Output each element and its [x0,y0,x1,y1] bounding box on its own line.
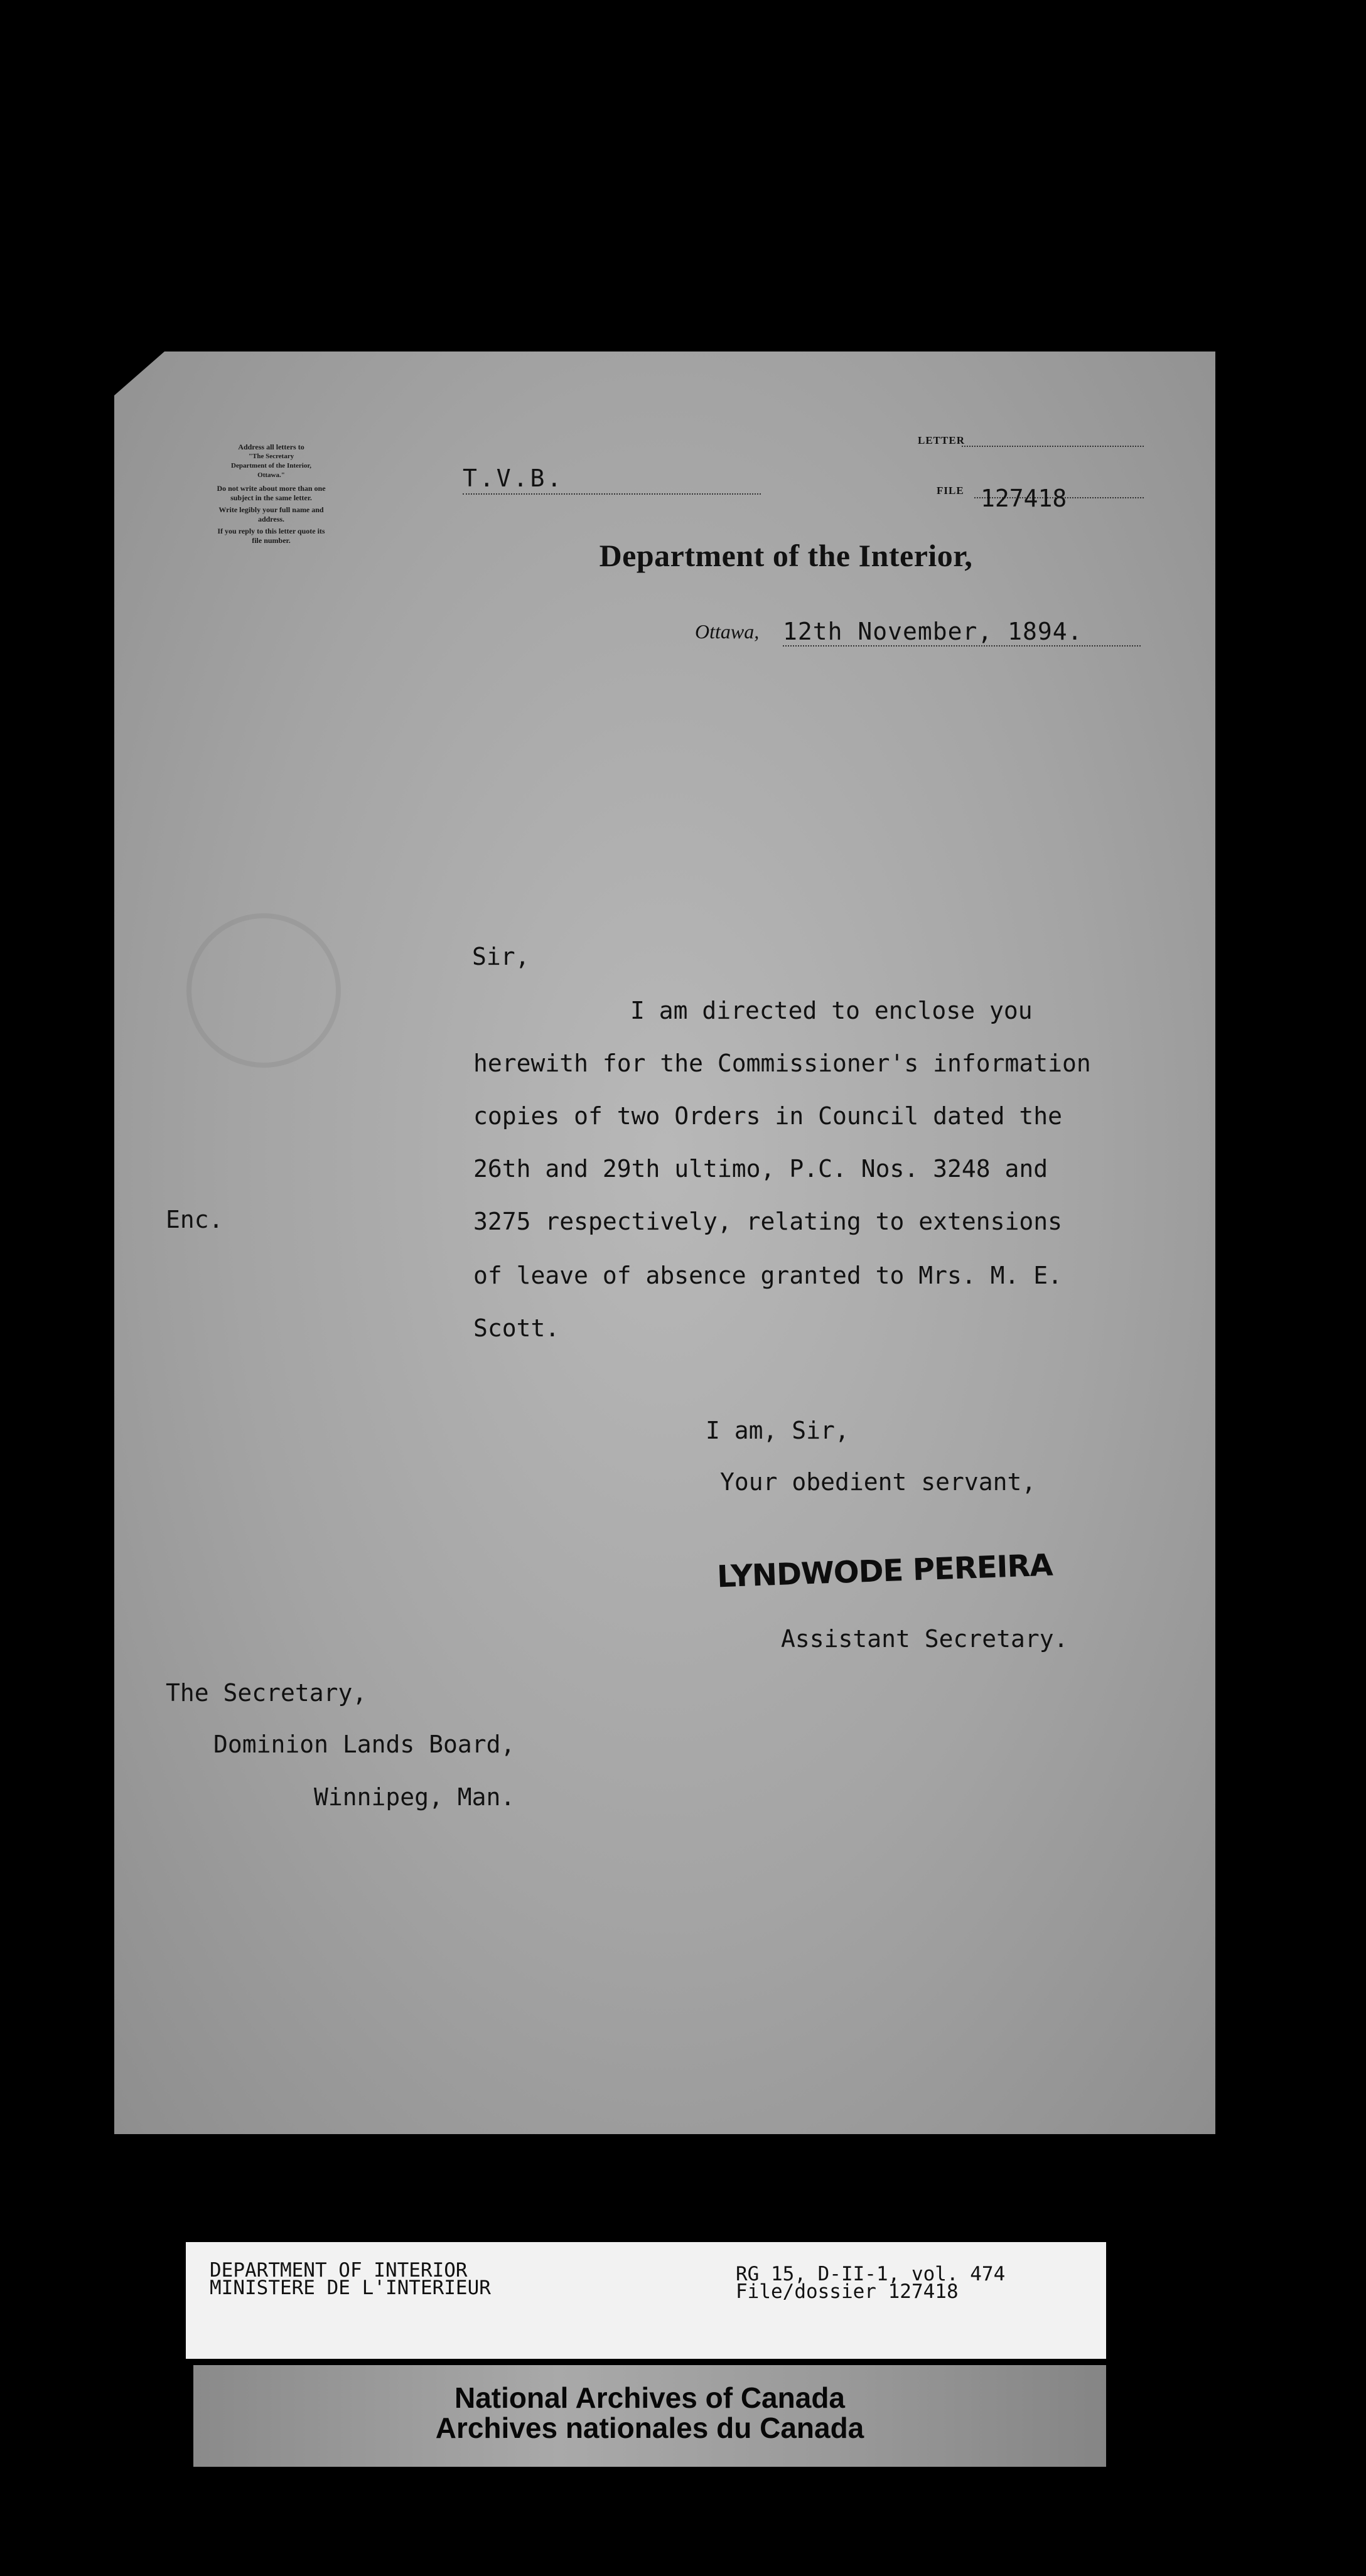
label-file-number: File/dossier 127418 [736,2280,959,2303]
instruction-line: Department of the Interior, [231,462,311,470]
label-dept-en: DEPARTMENT OF INTERIOR [210,2259,468,2282]
instruction-line: Do not write about more than one [217,484,326,493]
instruction-line: Write legibly your full name and [218,505,324,514]
banner-line-fr: Archives nationales du Canada [435,2412,864,2444]
closing-line: I am, Sir, [706,1417,849,1444]
letter-label: LETTER [918,434,965,446]
label-dept-fr: MINISTERE DE L'INTERIEUR [210,2277,491,2299]
signature-stamp: LYNDWODE PEREIRA [716,1547,1053,1595]
letter-number-line [962,446,1144,447]
body-line: I am directed to enclose you [630,997,1033,1024]
instruction-line: "The Secretary [248,453,294,460]
recipient-line: The Secretary, [166,1679,367,1707]
salutation: Sir, [472,943,530,970]
banner-line-en: National Archives of Canada [454,2381,845,2414]
letter-date: 12th November, 1894. [783,618,1141,647]
body-line: copies of two Orders in Council dated the [473,1102,1062,1130]
recipient-line: Winnipeg, Man. [314,1783,515,1811]
body-line: 26th and 29th ultimo, P.C. Nos. 3248 and [473,1155,1048,1183]
reference-initials: T.V.B. [463,464,761,495]
body-line: herewith for the Commissioner's information [473,1049,1091,1077]
instruction-line: If you reply to this letter quote its [217,527,325,535]
place-label: Ottawa, [695,620,760,643]
archives-banner [193,2365,1106,2467]
closing-line: Your obedient servant, [720,1468,1036,1496]
enclosure-note: Enc. [166,1206,223,1233]
instruction-line: subject in the same letter. [230,493,312,502]
file-label: FILE [937,485,964,496]
label-record-group: RG 15, D-II-1, vol. 474 [736,2263,1006,2285]
letterhead-instructions [177,443,365,545]
instruction-line: address. [257,515,285,523]
body-line: of leave of absence granted to Mrs. M. E. [473,1262,1062,1289]
show-through-seal [186,913,341,1068]
department-title: Department of the Interior, [599,538,973,573]
folded-corner [114,352,164,395]
signer-title: Assistant Secretary. [781,1625,1068,1653]
body-line: Scott. [473,1314,560,1342]
letter-page [114,352,1215,2134]
body-line: 3275 respectively, relating to extensions [473,1208,1062,1235]
instruction-line: Ottawa." [257,471,285,479]
instruction-line: Address all letters to [238,443,304,451]
recipient-line: Dominion Lands Board, [213,1731,515,1758]
file-number: 127418 [981,485,1067,512]
archive-reference-label [186,2242,1106,2359]
instruction-line: file number. [252,536,291,545]
